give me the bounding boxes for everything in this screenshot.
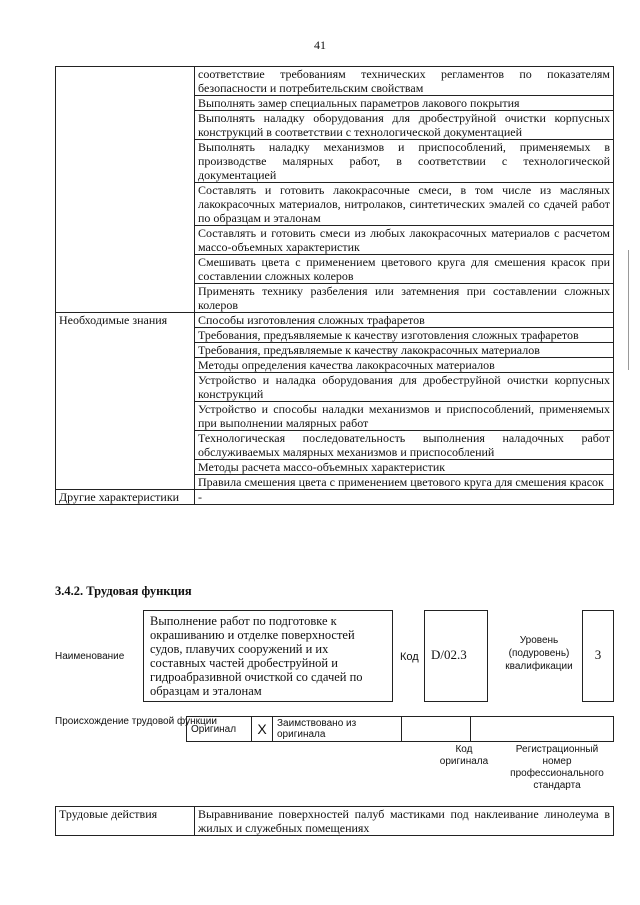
row-label <box>56 475 195 490</box>
row-label <box>56 226 195 255</box>
row-text: Методы расчета массо-объемных характеристик <box>195 460 614 475</box>
row-text: Устройство и способы наладки механизмов и приспособлений, применяемых при выполнении малярных работ <box>195 402 614 431</box>
row-label: Необходимые знания <box>56 313 195 328</box>
row-label <box>56 373 195 402</box>
table-row <box>56 373 614 402</box>
row-text: Составлять и готовить лакокрасочные смеси, в том числе из масляных лакокрасочных материалов, нитролаков, синтетических эмалей со сдачей работ по образцам и эталонам <box>195 183 614 226</box>
code-original-cell <box>402 717 471 742</box>
row-label <box>56 328 195 343</box>
row-label <box>56 96 195 111</box>
table-row <box>56 255 614 284</box>
row-text: соответствие требованиям технических регламентов по показателям безопасности и потребительским свойствам <box>195 67 614 96</box>
row-label <box>56 402 195 431</box>
section-title: 3.4.2. Трудовая функция <box>55 584 192 598</box>
skills-knowledge-table <box>55 66 614 505</box>
row-text: Требования, предъявляемые к качеству лакокрасочных материалов <box>195 343 614 358</box>
row-text: Выполнять наладку оборудования для дробеструйной очистки корпусных конструкций в соответствии с технологической документацией <box>195 111 614 140</box>
qualification-level-box: 3 <box>582 610 614 702</box>
row-text: Применять технику разбеления или затемнения при составлении сложных колеров <box>195 284 614 313</box>
actions-text: Выравнивание поверхностей палуб мастиками под наклеивание линолеума в жилых и служебных помещениях <box>195 807 614 836</box>
row-text: Правила смешения цвета с применением цветового круга для смешения красок <box>195 475 614 490</box>
row-label <box>56 183 195 226</box>
row-label <box>56 67 195 96</box>
row-text: Методы определения качества лакокрасочных материалов <box>195 358 614 373</box>
level-label: Уровень (подуровень) квалификации <box>505 635 573 672</box>
code-label: Код <box>400 651 419 663</box>
table-row <box>56 96 614 111</box>
table-row <box>56 140 614 183</box>
row-text: Выполнять замер специальных параметров лакового покрытия <box>195 96 614 111</box>
table-row <box>56 358 614 373</box>
reg-number-cell <box>471 717 614 742</box>
row-label <box>56 343 195 358</box>
row-label <box>56 284 195 313</box>
actions-label: Трудовые действия <box>56 807 195 836</box>
table-row <box>56 475 614 490</box>
table-row <box>56 490 614 505</box>
table-row <box>56 402 614 431</box>
function-name-box: Выполнение работ по подготовке к окрашиванию и отделке поверхностей судов, плавучих сооружений и их составных частей дробеструйной и гидроабразивной очисткой со сдачей по образцам и эталонам <box>143 610 393 702</box>
row-text: Смешивать цвета с применением цветового круга для смешения красок при составлении сложных колеров <box>195 255 614 284</box>
row-text: Составлять и готовить смеси из любых лакокрасочных материалов с расчетом массо-объемных характеристик <box>195 226 614 255</box>
row-text: Устройство и наладка оборудования для дробеструйной очистки корпусных конструкций <box>195 373 614 402</box>
row-label <box>56 111 195 140</box>
row-label <box>56 460 195 475</box>
table-row <box>56 67 614 96</box>
table-row <box>56 226 614 255</box>
row-label: Другие характеристики <box>56 490 195 505</box>
table-row <box>56 313 614 328</box>
code-original-label: Код оригинала <box>439 744 489 767</box>
row-text: - <box>195 490 614 505</box>
row-text: Технологическая последовательность выполнения наладочных работ обслуживаемых малярных механизмов и приспособлений <box>195 431 614 460</box>
table-row <box>56 284 614 313</box>
row-label <box>56 431 195 460</box>
reg-number-label: Регистрационный номер профессионального стандарта <box>510 744 604 791</box>
labor-actions-table <box>55 806 614 836</box>
name-label: Наименование <box>55 651 125 662</box>
table-row <box>56 460 614 475</box>
page-number: 41 <box>314 38 326 52</box>
table-row <box>56 183 614 226</box>
margin-scan-line <box>628 250 629 370</box>
table-row <box>56 111 614 140</box>
table-row <box>56 328 614 343</box>
row-label <box>56 140 195 183</box>
row-label <box>56 255 195 284</box>
row-text: Способы изготовления сложных трафаретов <box>195 313 614 328</box>
original-label: Оригинал <box>187 717 252 742</box>
origin-label: Происхождение трудовой функции <box>55 716 217 727</box>
table-row <box>56 431 614 460</box>
row-text: Выполнять наладку механизмов и приспособлений, применяемых в производстве малярных работ, в соответствии с технологической документацией <box>195 140 614 183</box>
table-row <box>56 343 614 358</box>
function-code-box: D/02.3 <box>424 610 488 702</box>
original-mark: X <box>252 717 273 742</box>
row-label <box>56 358 195 373</box>
origin-row <box>186 716 614 742</box>
row-text: Требования, предъявляемые к качеству изготовления сложных трафаретов <box>195 328 614 343</box>
borrowed-label: Заимствовано из оригинала <box>273 717 402 742</box>
